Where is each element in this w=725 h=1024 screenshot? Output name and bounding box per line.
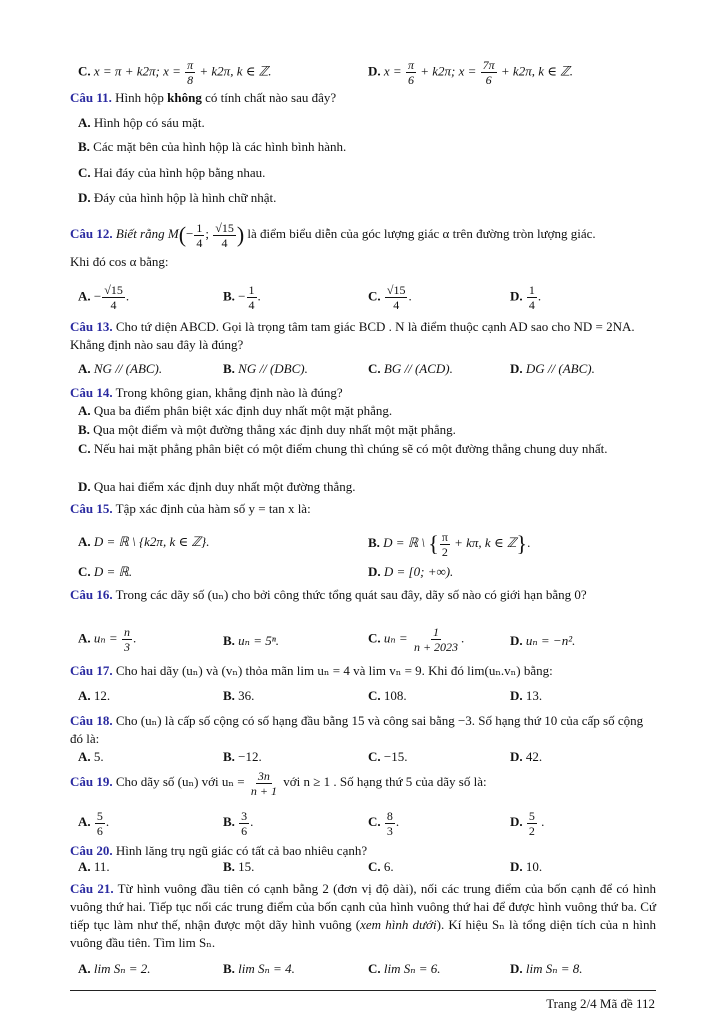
q19-option-d: D. $\frac{5}{2}$ . [510,808,545,838]
q19-option-b: B. $\frac{3}{6}$ . [223,808,254,838]
q18-option-a: A. 5. [78,749,104,764]
q18-option-c: C. −15. [368,749,408,764]
q21-option-d: D. lim Sₙ = 8. [510,961,583,976]
q13-option-b: B. NG // (DBC). [223,361,308,376]
q12-stem-cont: Khi đó cos α bằng: [70,254,169,269]
q10-option-d: D. x = $\frac{\pi}{6}$ + k2π; x = $\frac{7\pi}{6}$ + k2π, k ∈ ℤ. [368,58,574,87]
q16-option-d: D. uₙ = −n². [510,633,576,648]
footer-divider [70,990,656,991]
q13-option-d: D. DG // (ABC). [510,361,595,376]
q12-option-b: B. − $\frac{1}{4}$ . [223,283,261,312]
q14-option-c: C. Nếu hai mặt phẳng phân biệt có một điểm chung thì chúng sẽ có một đường thẳng chung duy nhất. [78,441,608,456]
q21-stem: Câu 21. Từ hình vuông đầu tiên có cạnh bằng 2 (đơn vị độ dài), nối các trung điểm của bốn cạnh để có hình vuông thứ hai. Tiếp tục nối các trung điểm của bốn cạnh của hình vuông thứ hai để được hình vuông thứ ba. Cứ tiếp tục làm như thế, nhận được một dãy hình vuông (xem hình dưới). Kí hiệu Sₙ là tổng diện tích của n hình vuông đầu tiên. Tìm lim Sₙ. [70,881,657,950]
q18-option-b: B. −12. [223,749,262,764]
q13-option-c: C. BG // (ACD). [368,361,453,376]
q20-option-a: A. 11. [78,859,110,874]
q15-option-c: C. D = ℝ. [78,564,133,579]
q11-option-a: A. Hình hộp có sáu mặt. [78,115,205,130]
q15-option-a: A. D = ℝ \ {k2π, k ∈ ℤ}. [78,534,210,549]
q21-option-a: A. lim Sₙ = 2. [78,961,151,976]
q12-option-c: C. $\frac{√15}{4}$ . [368,283,412,312]
q11-option-b: B. Các mặt bên của hình hộp là các hình bình hành. [78,139,347,154]
q20-stem: Câu 20. Hình lăng trụ ngũ giác có tất cả bao nhiêu cạnh? [70,843,368,858]
q16-option-b: B. uₙ = 5ⁿ. [223,633,280,648]
q21-option-c: C. lim Sₙ = 6. [368,961,441,976]
q14-option-a: A. Qua ba điểm phân biệt xác định duy nhất một mặt phẳng. [78,403,393,418]
q15-stem: Câu 15. Tập xác định của hàm số y = tan x là: [70,501,311,516]
q12-option-d: D. $\frac{1}{4}$ . [510,283,542,312]
q19-option-a: A. $\frac{5}{6}$ . [78,808,110,838]
q19-stem: Câu 19. Cho dãy số (uₙ) với uₙ = $\frac{3n}{n + 1}$ với n ≥ 1 . Số hạng thứ 5 của dãy số là: [70,768,487,798]
q20-option-b: B. 15. [223,859,255,874]
q17-option-c: C. 108. [368,688,407,703]
q14-stem: Câu 14. Trong không gian, khẳng định nào là đúng? [70,385,343,400]
q19-option-c: C. $\frac{8}{3}$ . [368,808,400,838]
q12-stem: Câu 12. Biết rằng M(− $\frac{1}{4}$ ; $\frac{√15}{4}$ ) là điểm biểu diễn của góc lượng giác α trên đường tròn lượng giác. [70,220,596,250]
q13-stem: Câu 13. Cho tứ diện ABCD. Gọi là trọng tâm tam giác BCD . N là điểm thuộc cạnh AD sao cho ND = 2NA. Khẳng định nào sau đây là đúng? [70,319,635,352]
q17-option-b: B. 36. [223,688,255,703]
q18-stem: Câu 18. Cho (uₙ) là cấp số cộng có số hạng đầu bằng 15 và công sai bằng −3. Số hạng thứ 10 của cấp số cộng đó là: [70,713,644,746]
q11-stem: Câu 11. Hình hộp không có tính chất nào sau đây? [70,90,337,105]
q21-option-b: B. lim Sₙ = 4. [223,961,295,976]
q10-option-c: C. x = π + k2π; x = $\frac{\pi}{8}$ + k2π, k ∈ ℤ. [78,58,272,87]
q14-option-b: B. Qua một điểm và một đường thẳng xác định duy nhất một mặt phẳng. [78,422,456,437]
q14-option-d: D. Qua hai điểm xác định duy nhất một đường thẳng. [78,479,356,494]
q17-option-a: A. 12. [78,688,111,703]
q16-option-c: C. uₙ = $\frac{1}{n + 2023}$ . [368,625,465,654]
q15-option-d: D. D = [0; +∞). [368,564,454,579]
q17-option-d: D. 13. [510,688,543,703]
q13-option-a: A. NG // (ABC). [78,361,163,376]
q11-option-c: C. Hai đáy của hình hộp bằng nhau. [78,165,266,180]
q15-option-b: B. D = ℝ \ { $\frac{\pi}{2}$ + kπ, k ∈ ℤ}. [368,529,531,559]
q16-option-a: A. uₙ = $\frac{n}{3}$ . [78,625,137,654]
q16-stem: Câu 16. Trong các dãy số (uₙ) cho bởi công thức tổng quát sau đây, dãy số nào có giới hạn bằng 0? [70,587,587,602]
q20-option-c: C. 6. [368,859,394,874]
q12-option-a: A. − $\frac{√15}{4}$ . [78,283,130,312]
page-footer: Trang 2/4 Mã đề 112 [546,996,655,1011]
q18-option-d: D. 42. [510,749,543,764]
q20-option-d: D. 10. [510,859,543,874]
q17-stem: Câu 17. Cho hai dãy (uₙ) và (vₙ) thỏa mãn lim uₙ = 4 và lim vₙ = 9. Khi đó lim(uₙ.vₙ) bằng: [70,663,553,678]
q11-option-d: D. Đáy của hình hộp là hình chữ nhật. [78,190,277,205]
